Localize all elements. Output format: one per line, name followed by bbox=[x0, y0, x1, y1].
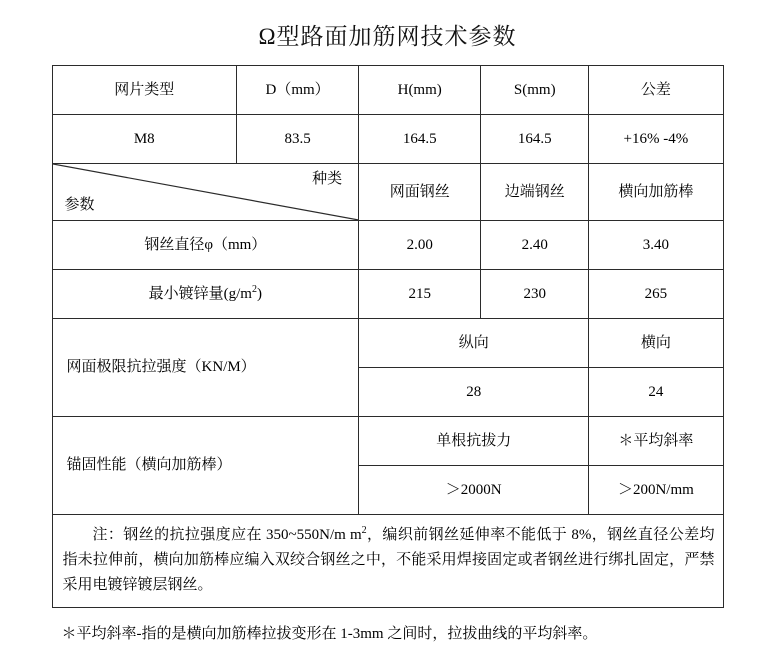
spec-table bbox=[52, 65, 724, 608]
cell-tensile-strength-label: 网面极限抗拉强度（KN/M） bbox=[52, 319, 359, 417]
cell-edge-wire-header: 边端钢丝 bbox=[481, 164, 589, 221]
cell-mesh-type-header: 网片类型 bbox=[52, 66, 237, 115]
cell-zinc-bar: 265 bbox=[589, 270, 723, 319]
cell-average-slope-header: ＊平均斜率 bbox=[589, 417, 723, 466]
cell-wire-diameter-label: 钢丝直径φ（mm） bbox=[52, 221, 359, 270]
table-row bbox=[52, 515, 723, 608]
footnote: ＊平均斜率-指的是横向加筋棒拉拔变形在 1-3mm 之间时，拉拔曲线的平均斜率。 bbox=[61, 626, 598, 643]
cell-average-slope-value: ＞200N/mm bbox=[589, 466, 723, 515]
cell-pullout-force-value: ＞2000N bbox=[359, 466, 589, 515]
zinc-label-sup: 2 bbox=[251, 284, 257, 296]
cell-tolerance-value: +16% -4% bbox=[589, 115, 723, 164]
cell-s-header: S(mm) bbox=[481, 66, 589, 115]
table-row bbox=[52, 66, 723, 115]
cell-h-header: H(mm) bbox=[359, 66, 481, 115]
cell-h-value: 164.5 bbox=[359, 115, 481, 164]
cell-d-header: D（mm） bbox=[237, 66, 359, 115]
table-row bbox=[52, 115, 723, 164]
table-row bbox=[52, 221, 723, 270]
cell-diagonal-header bbox=[52, 164, 359, 221]
zinc-label-pre: 最小镀锌量(g/m bbox=[148, 286, 252, 303]
cell-zinc-mesh: 215 bbox=[359, 270, 481, 319]
note-body bbox=[63, 523, 715, 597]
cell-pullout-force-header: 单根抗拔力 bbox=[359, 417, 589, 466]
cell-anchorage-label: 锚固性能（横向加筋棒） bbox=[52, 417, 359, 515]
cell-transverse-bar-header: 横向加筋棒 bbox=[589, 164, 723, 221]
cell-wire-diameter-edge: 2.40 bbox=[481, 221, 589, 270]
note-pre: 注：钢丝的抗拉强度应在 350~550N/m m bbox=[92, 527, 362, 543]
cell-transverse-value: 24 bbox=[589, 368, 723, 417]
note-sup: 2 bbox=[361, 525, 367, 536]
note-post: ，编织前钢丝延伸率不能低于 8%，钢丝直径公差均指未拉伸前，横向加筋棒应编入双绞合钢丝之中，不能采用焊接固定或者钢丝进行绑扎固定，严禁采用电镀锌镀层钢丝。 bbox=[62, 527, 715, 593]
cell-zinc-coating-label bbox=[52, 270, 359, 319]
diagonal-kind-label: 种类 bbox=[312, 171, 343, 187]
diagonal-param-label: 参数 bbox=[64, 196, 95, 213]
zinc-label-post: ) bbox=[256, 286, 262, 303]
table-row bbox=[52, 270, 723, 319]
cell-zinc-edge: 230 bbox=[481, 270, 589, 319]
cell-transverse-header: 横向 bbox=[589, 319, 723, 368]
table-row bbox=[52, 417, 723, 466]
table-row bbox=[52, 319, 723, 368]
note-text bbox=[53, 515, 725, 607]
cell-mesh-wire-header: 网面钢丝 bbox=[359, 164, 481, 221]
cell-d-value: 83.5 bbox=[237, 115, 359, 164]
cell-longitudinal-value: 28 bbox=[359, 368, 589, 417]
cell-tolerance-header: 公差 bbox=[589, 66, 723, 115]
cell-longitudinal-header: 纵向 bbox=[359, 319, 589, 368]
cell-wire-diameter-bar: 3.40 bbox=[589, 221, 723, 270]
cell-wire-diameter-mesh: 2.00 bbox=[359, 221, 481, 270]
cell-mesh-type-value: M8 bbox=[52, 115, 237, 164]
cell-note bbox=[52, 515, 723, 608]
cell-s-value: 164.5 bbox=[481, 115, 589, 164]
table-row bbox=[52, 164, 723, 221]
page-title: Ω型路面加筋网技术参数 bbox=[258, 24, 517, 49]
